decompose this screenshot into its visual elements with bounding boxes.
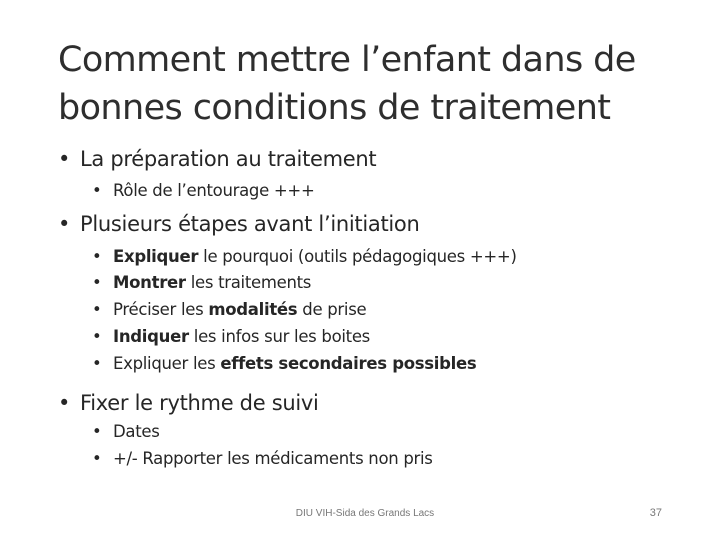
list-item-bold: Indiquer [113, 327, 189, 346]
list-item-bold: modalités [208, 300, 298, 319]
list-item [92, 245, 517, 269]
list-item-text: Préciser les [113, 300, 209, 319]
list-item-text: Dates [113, 422, 160, 441]
bullet-icon: • [92, 422, 102, 441]
list-item-text: le pourquoi (outils pédagogiques +++) [198, 247, 517, 266]
slide-title-line-1: Comment mettre l’enfant dans de [58, 40, 636, 80]
bullet-icon: • [92, 181, 102, 200]
list-item [92, 447, 433, 471]
bullet-icon: • [92, 300, 102, 319]
list-item-text: +/- Rapporter les médicaments non pris [113, 449, 433, 468]
list-item-bold: effets secondaires possibles [220, 354, 477, 373]
bullet-icon: • [92, 247, 102, 266]
bullet-icon: • [58, 147, 71, 171]
section-heading-etapes [58, 211, 420, 237]
list-item [92, 352, 476, 376]
list-item [92, 325, 370, 349]
section-heading-preparation [58, 146, 376, 172]
bullet-icon: • [58, 212, 71, 236]
bullet-icon: • [92, 354, 102, 373]
list-item-text: Expliquer les [113, 354, 221, 373]
list-item-text: Rôle de l’entourage +++ [113, 181, 315, 200]
list-item [92, 420, 160, 444]
slide-title-line-2: bonnes conditions de traitement [58, 88, 611, 128]
list-item-text: les infos sur les boites [188, 327, 370, 346]
slide-footer: DIU VIH-Sida des Grands Lacs [295, 508, 435, 519]
bullet-icon: • [92, 449, 102, 468]
list-item-bold: Expliquer [113, 247, 199, 266]
section-heading-suivi [58, 390, 319, 416]
list-item-text: les traitements [185, 273, 312, 292]
bullet-icon: • [92, 327, 102, 346]
list-item [92, 271, 311, 295]
list-item [92, 298, 366, 322]
section-heading-text: La préparation au traitement [80, 147, 377, 171]
bullet-icon: • [92, 273, 102, 292]
bullet-icon: • [58, 391, 71, 415]
section-heading-text: Fixer le rythme de suivi [80, 391, 319, 415]
list-item [92, 179, 314, 203]
list-item-text: de prise [297, 300, 367, 319]
section-heading-text: Plusieurs étapes avant l’initiation [80, 212, 420, 236]
list-item-bold: Montrer [113, 273, 186, 292]
page-number: 37 [649, 507, 662, 519]
